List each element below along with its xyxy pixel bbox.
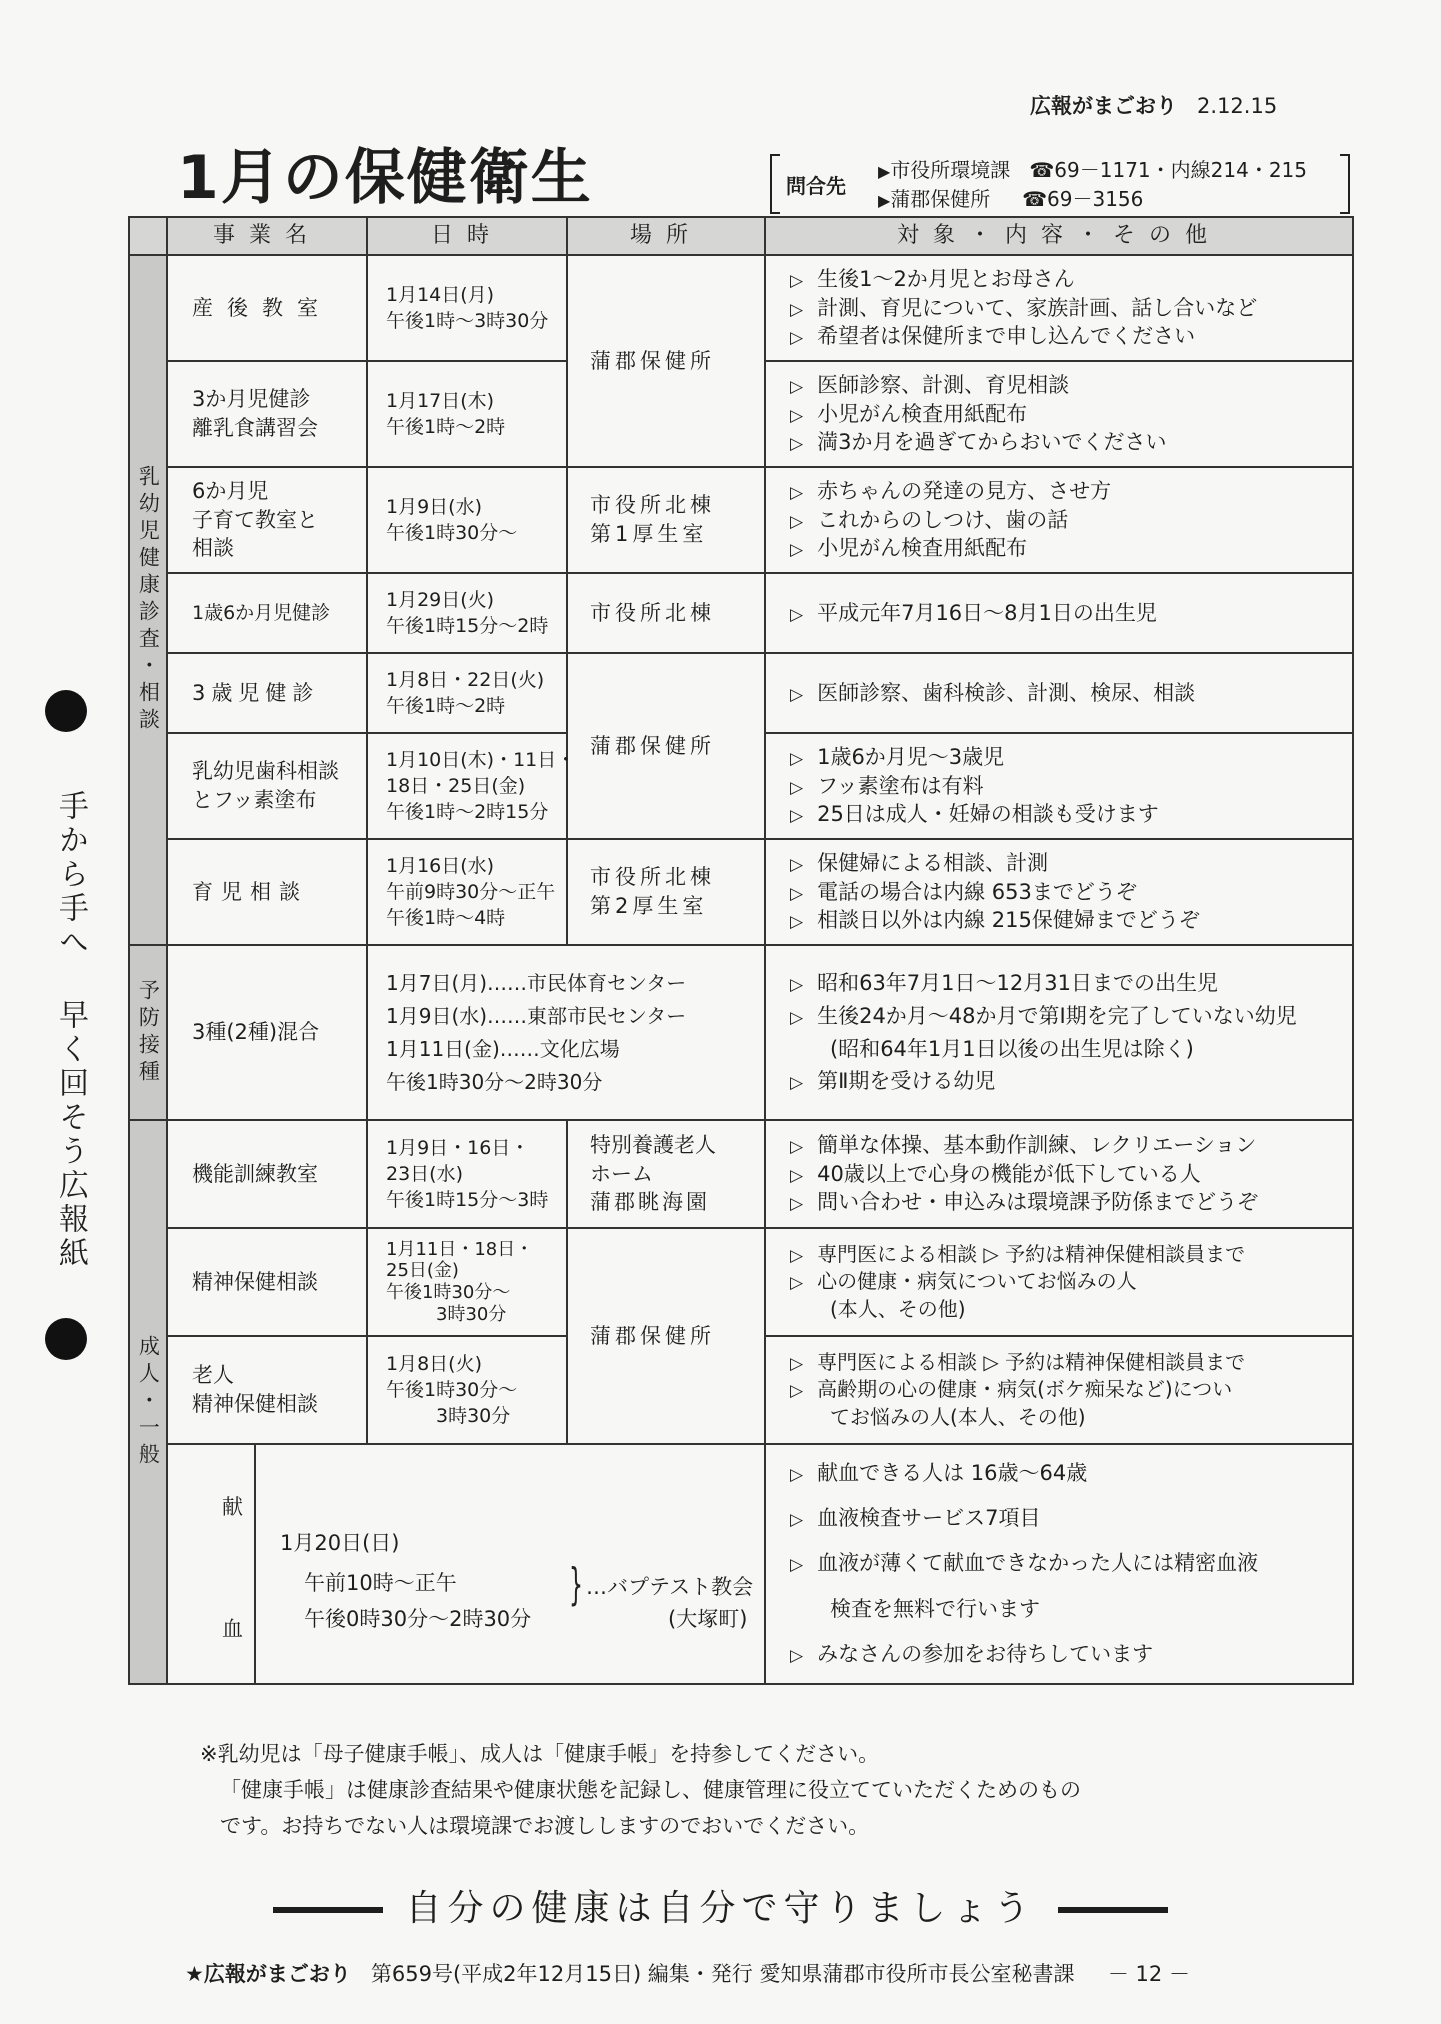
- event-name: 3種(2種)混合: [167, 945, 367, 1120]
- event-name: 機能訓練教室: [167, 1120, 367, 1228]
- publication-name: 広報がまごおり: [1030, 94, 1177, 118]
- contact-phone: ☎69－1171・内線214・215: [1029, 158, 1307, 182]
- brace-icon: }: [569, 1559, 583, 1610]
- table-row: [129, 653, 1353, 733]
- event-content: ▷ 医師診察、計測、育児相談 ▷ 小児がん検査用紙配布 ▷ 満3か月を過ぎてからおいでください: [765, 361, 1353, 467]
- contact-place: 市役所環境課: [890, 158, 1011, 182]
- blood-time-2: 午後0時30分～2時30分: [304, 1607, 532, 1631]
- event-content: ▷ 簡単な体操、基本動作訓練、レクリエーション ▷ 40歳以上で心身の機能が低下している人 ▷ 問い合わせ・申込みは環境課予防係までどうぞ: [765, 1120, 1353, 1228]
- event-name: 老人 精神保健相談: [167, 1336, 367, 1444]
- event-date: 1月8日(火) 午後1時30分～ 3時30分: [367, 1336, 567, 1444]
- footer: [185, 1958, 1190, 1988]
- contact-line: [878, 183, 1143, 212]
- category-label: 乳幼児健康診査・相談: [129, 255, 167, 945]
- event-content: ▷ 昭和63年7月1日～12月31日までの出生児 ▷ 生後24か月～48か月で第Ⅰ期を完了していない幼児 (昭和64年1月1日以後の出生児は除く) ▷ 第Ⅱ期を受ける幼児: [765, 945, 1353, 1120]
- category-label: 予防接種: [129, 945, 167, 1120]
- footer-publication: ★広報がまごおり: [185, 1962, 351, 1986]
- table-row: [129, 945, 1353, 1120]
- slogan: [0, 1880, 1441, 1931]
- event-place: 市役所北棟: [567, 573, 765, 653]
- event-name: 産後教室: [167, 255, 367, 361]
- event-place: 蒲郡保健所: [567, 1228, 765, 1444]
- event-content: ▷ 1歳6か月児～3歳児 ▷ フッ素塗布は有料 ▷ 25日は成人・妊婦の相談も受けます: [765, 733, 1353, 839]
- binding-hole-icon: [45, 1318, 87, 1360]
- blood-label-bottom: 血: [222, 1617, 243, 1641]
- event-schedule: 1月7日(月)……市民体育センター 1月9日(水)……東部市民センター 1月11日(金)……文化広場 午後1時30分～2時30分: [367, 945, 765, 1120]
- event-place: 市役所北棟 第2厚生室: [567, 839, 765, 945]
- col-header: 対象・内容・その他: [765, 217, 1353, 255]
- event-date: 1月8日・22日(火) 午後1時～2時: [367, 653, 567, 733]
- table-row: [129, 1228, 1353, 1336]
- event-date: 1月9日(水) 午後1時30分～: [367, 467, 567, 573]
- contact-place: 蒲郡保健所: [890, 187, 991, 211]
- event-date: 1月17日(木) 午後1時～2時: [367, 361, 567, 467]
- triangle-icon: ▶: [878, 162, 891, 181]
- event-date: 1月9日・16日・ 23日(水) 午後1時15分～3時: [367, 1120, 567, 1228]
- blood-donation-cell: [167, 1444, 765, 1684]
- event-place: 特別養護老人 ホーム 蒲郡眺海園: [567, 1120, 765, 1228]
- category-label: 成人・一般: [129, 1120, 167, 1684]
- contact-label: 問合先: [786, 174, 846, 198]
- slogan-text: 自分の健康は自分で守りましょう: [405, 1888, 1036, 1929]
- bracket-left: [770, 154, 780, 214]
- table-row: [129, 255, 1353, 361]
- event-name: 3歳児健診: [167, 653, 367, 733]
- event-date: 1月29日(火) 午後1時15分～2時: [367, 573, 567, 653]
- event-date: 1月16日(水) 午前9時30分～正午 午後1時～4時: [367, 839, 567, 945]
- note-line: 「健康手帳」は健康診査結果や健康状態を記録し、健康管理に役立てていただくためのもの: [220, 1778, 1081, 1802]
- table-row: [129, 573, 1353, 653]
- event-date: 1月10日(木)・11日・ 18日・25日(金) 午後1時～2時15分: [367, 733, 567, 839]
- event-name: 育児相談: [167, 839, 367, 945]
- event-date: 1月11日・18日・ 25日(金) 午後1時30分～ 3時30分: [367, 1228, 567, 1336]
- col-header: 事業名: [167, 217, 367, 255]
- event-place: 市役所北棟 第1厚生室: [567, 467, 765, 573]
- schedule-table: [128, 216, 1354, 1685]
- binding-hole-icon: [45, 690, 87, 732]
- event-content: ▷ 保健婦による相談、計測 ▷ 電話の場合は内線 653までどうぞ ▷ 相談日以外は内線 215保健婦までどうぞ: [765, 839, 1353, 945]
- table-row: [129, 839, 1353, 945]
- publication-date: 2.12.15: [1197, 94, 1278, 118]
- table-row: [129, 1120, 1353, 1228]
- note-line: です。お持ちでない人は環境課でお渡ししますのでおいでください。: [220, 1814, 870, 1838]
- event-content: ▷ 医師診察、歯科検診、計測、検尿、相談: [765, 653, 1353, 733]
- header-row: [129, 217, 1353, 255]
- event-content: ▷ 赤ちゃんの発達の見方、させ方 ▷ これからのしつけ、歯の話 ▷ 小児がん検査用紙配布: [765, 467, 1353, 573]
- event-place: 蒲郡保健所: [567, 255, 765, 467]
- page-number: － 12 －: [1107, 1962, 1190, 1986]
- event-place: 蒲郡保健所: [567, 653, 765, 839]
- event-name: 3か月児健診 離乳食講習会: [167, 361, 367, 467]
- event-content: ▷ 平成元年7月16日～8月1日の出生児: [765, 573, 1353, 653]
- contact-box: [770, 150, 1350, 212]
- slogan-bar-left: [273, 1907, 383, 1913]
- col-header: 日時: [367, 217, 567, 255]
- page-title: 1月の保健衛生: [177, 143, 593, 213]
- blood-place-sub: (大塚町): [668, 1607, 748, 1631]
- triangle-icon: ▶: [878, 191, 891, 210]
- table-row: [129, 1444, 1353, 1684]
- table-row: [129, 467, 1353, 573]
- header-corner: [129, 217, 167, 255]
- blood-time-1: 午前10時～正午: [304, 1571, 457, 1595]
- contact-line: [878, 154, 1307, 183]
- bracket-right: [1340, 154, 1350, 214]
- contact-phone: ☎69－3156: [1022, 187, 1144, 211]
- blood-date: 1月20日(日): [280, 1531, 400, 1555]
- event-content: ▷ 専門医による相談 ▷ 予約は精神保健相談員まで ▷ 高齢期の心の健康・病気(ボケ痴呆など)につい てお悩みの人(本人、その他): [765, 1336, 1353, 1444]
- blood-label-top: 献: [222, 1495, 243, 1519]
- publication-header: [1030, 90, 1277, 120]
- blood-place: …バプテスト教会: [586, 1575, 754, 1599]
- event-name: 1歳6か月児健診: [167, 573, 367, 653]
- slogan-bar-right: [1058, 1907, 1168, 1913]
- footer-issue: 第659号(平成2年12月15日) 編集・発行 愛知県蒲郡市役所市長公室秘書課: [370, 1962, 1075, 1986]
- event-content: ▷ 生後1～2か月児とお母さん ▷ 計測、育児について、家族計画、話し合いなど ▷ 希望者は保健所まで申し込んでください: [765, 255, 1353, 361]
- event-name: 精神保健相談: [167, 1228, 367, 1336]
- event-date: 1月14日(月) 午後1時～3時30分: [367, 255, 567, 361]
- event-content: ▷ 献血できる人は 16歳～64歳 ▷ 血液検査サービス7項目 ▷ 血液が薄くて献血できなかった人には精密血液 検査を無料で行います ▷ みなさんの参加をお待ちしています: [765, 1444, 1353, 1684]
- note-line: ※乳幼児は「母子健康手帳」、成人は「健康手帳」を持参してください。: [200, 1742, 880, 1766]
- event-content: ▷ 専門医による相談 ▷ 予約は精神保健相談員まで ▷ 心の健康・病気についてお悩みの人 (本人、その他): [765, 1228, 1353, 1336]
- event-name: 乳幼児歯科相談 とフッ素塗布: [167, 733, 367, 839]
- blood-label: [214, 1445, 256, 1683]
- side-slogan: 手から手へ 早く回そう広報紙: [53, 790, 88, 1271]
- event-name: 6か月児 子育て教室と 相談: [167, 467, 367, 573]
- col-header: 場所: [567, 217, 765, 255]
